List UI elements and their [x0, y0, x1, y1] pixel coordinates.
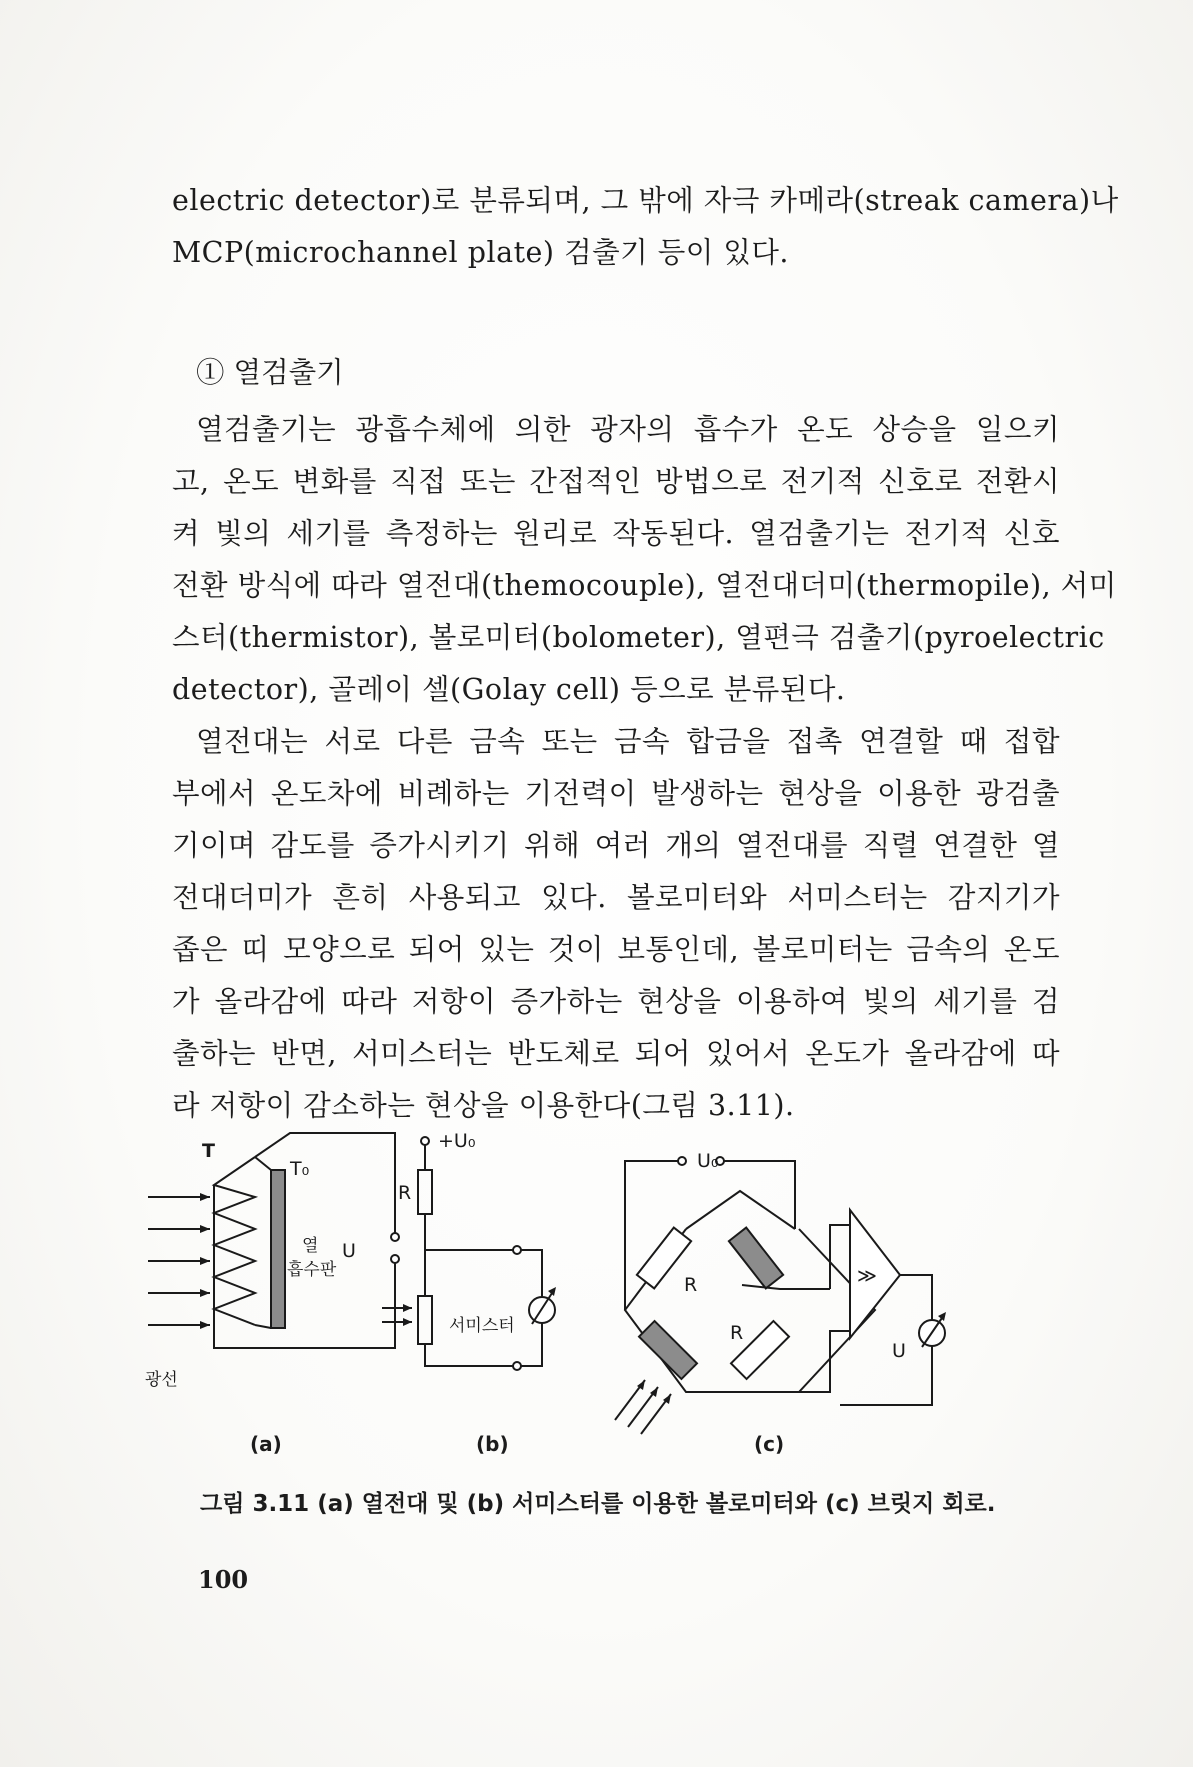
text-line: 라 저항이 감소하는 현상을 이용한다(그림 3.11).: [172, 1089, 795, 1122]
text-line: 스터(thermistor), 볼로미터(bolometer), 열편극 검출기(pyroelectric: [172, 621, 1105, 654]
panel-c-diagram: [615, 1157, 945, 1434]
panel-a-diagram: [148, 1133, 399, 1348]
panel-label-c: (c): [754, 1432, 785, 1456]
text-line: 기이며 감도를 증가시키기 위해 여러 개의 열전대를 직렬 연결한 열: [172, 829, 1060, 862]
text-line: 좁은 띠 모양으로 되어 있는 것이 보통인데, 볼로미터는 금속의 온도: [172, 933, 1060, 966]
label-R-b: R: [398, 1182, 412, 1204]
label-thermistor: 서미스터: [449, 1316, 515, 1336]
label-R-c2: R: [730, 1322, 744, 1344]
label-plate-1: 열: [302, 1236, 319, 1256]
panel-label-b: (b): [476, 1432, 509, 1456]
paragraph-thermal-detector: [172, 404, 1117, 716]
label-plate-2: 흡수판: [287, 1260, 337, 1280]
figure-3-11: [140, 1125, 1080, 1455]
label-R-c1: R: [684, 1274, 698, 1296]
text-line: 전환 방식에 따라 열전대(themocouple), 열전대더미(thermopile), 서미: [172, 569, 1117, 602]
figure-caption: 그림 3.11 (a) 열전대 및 (b) 서미스터를 이용한 볼로미터와 (c) 브릿지 회로.: [200, 1491, 996, 1517]
text-line: 가 올라감에 따라 저항이 증가하는 현상을 이용하여 빛의 세기를 검: [172, 985, 1060, 1018]
label-U-a: U: [342, 1240, 356, 1262]
text-line: 부에서 온도차에 비례하는 기전력이 발생하는 현상을 이용한 광검출: [172, 777, 1060, 810]
paragraph-thermocouple: [172, 716, 1060, 1132]
text-line: 켜 빛의 세기를 측정하는 원리로 작동된다. 열검출기는 전기적 신호: [172, 517, 1060, 550]
text-line: 열검출기는 광흡수체에 의한 광자의 흡수가 온도 상승을 일으키: [196, 413, 1060, 446]
text-line: 고, 온도 변화를 직접 또는 간접적인 방법으로 전기적 신호로 전환시: [172, 465, 1060, 498]
label-U0: U₀: [697, 1150, 719, 1172]
text-line: detector), 골레이 셀(Golay cell) 등으로 분류된다.: [172, 673, 846, 706]
label-T: T: [202, 1140, 215, 1162]
text-line: MCP(microchannel plate) 검출기 등이 있다.: [172, 236, 789, 269]
label-light: 광선: [145, 1370, 178, 1390]
label-U-c: U: [892, 1340, 906, 1362]
text-line: electric detector)로 분류되며, 그 밖에 자극 카메라(streak camera)나: [172, 184, 1119, 217]
label-T0: T₀: [290, 1158, 310, 1180]
intro-paragraph: [172, 175, 1119, 279]
text-line: 전대더미가 흔히 사용되고 있다. 볼로미터와 서미스터는 감지기가: [172, 881, 1060, 914]
label-amp: ≫: [857, 1265, 877, 1287]
label-plus-U0: +U₀: [438, 1130, 476, 1152]
text-line: 열전대는 서로 다른 금속 또는 금속 합금을 접촉 연결할 때 접합: [196, 725, 1060, 758]
panel-label-a: (a): [250, 1432, 282, 1456]
section-heading: ① 열검출기: [196, 356, 344, 389]
page-number: 100: [198, 1565, 249, 1594]
text-line: 출하는 반면, 서미스터는 반도체로 되어 있어서 온도가 올라감에 따: [172, 1037, 1060, 1070]
